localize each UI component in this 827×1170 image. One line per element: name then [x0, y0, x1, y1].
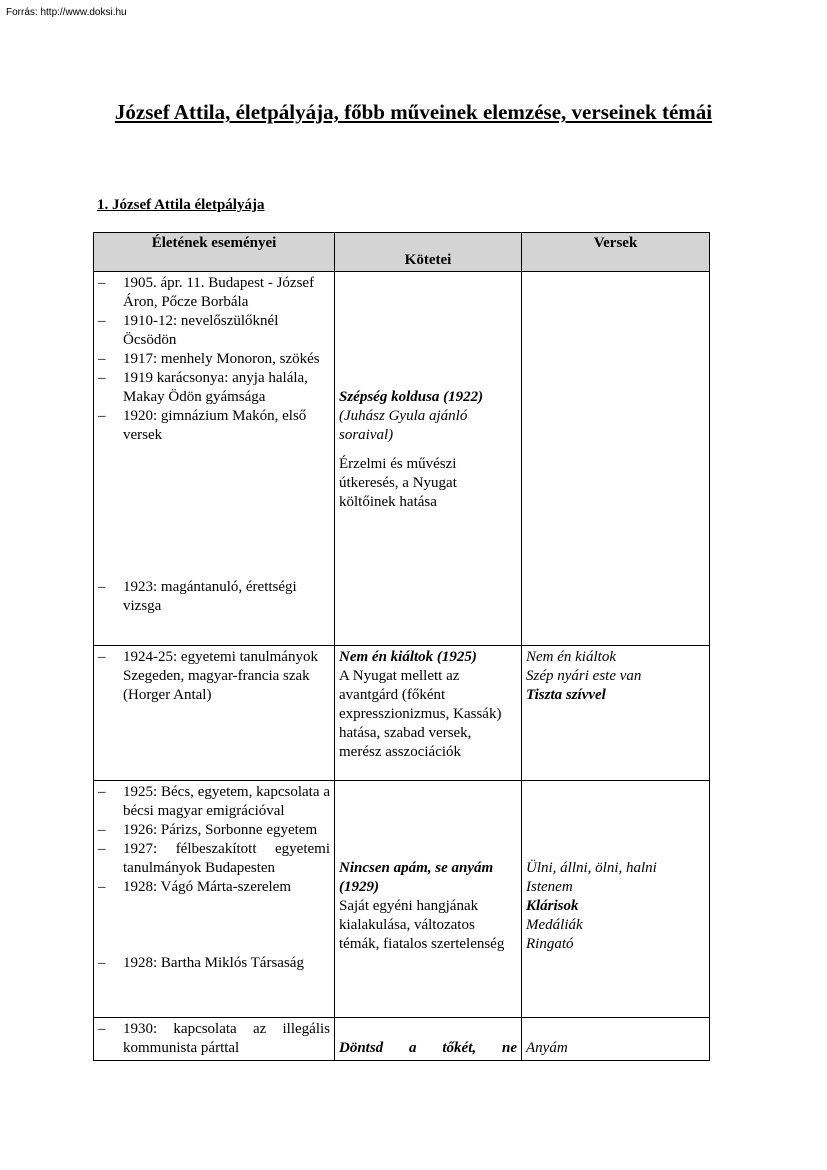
volume-title: Nincsen apám, se anyám (1929) [339, 860, 494, 895]
poems-cell [522, 646, 710, 781]
event-item: – 1917: menhely Monoron, szökés [98, 350, 330, 369]
event-item: – 1920: gimnázium Makón, első versek [98, 407, 330, 445]
table-header-row [94, 233, 710, 272]
events-cell [94, 781, 335, 1018]
header-events: Életének eseményei [94, 233, 335, 272]
poem-title-highlight: Tiszta szívvel [526, 687, 606, 703]
poem-title: Nem én kiáltok [526, 649, 616, 665]
table-row [94, 1018, 710, 1061]
section-heading: 1. József Attila életpályája [97, 197, 265, 213]
event-item: – 1930: kapcsolata az illegális kommunista párttal [98, 1020, 330, 1058]
volume-description: A Nyugat mellett az avantgárd (főként expresszionizmus, Kassák) hatása, szabad versek, merész asszociációk [339, 668, 502, 760]
header-volumes: Kötetei [335, 233, 522, 272]
document-title: József Attila, életpályája, főbb műveinek elemzése, verseinek témái [114, 100, 713, 124]
volumes-cell [335, 781, 522, 1018]
poem-title: Istenem [526, 879, 573, 895]
volume-title: Szépség koldusa (1922) [339, 389, 484, 405]
event-item: – 1923: magántanuló, érettségi vizsga [98, 578, 330, 616]
poems-cell [522, 1018, 710, 1061]
event-item: – 1928: Vágó Márta-szerelem [98, 878, 330, 897]
poem-title: Ülni, állni, ölni, halni [526, 860, 657, 876]
events-cell [94, 1018, 335, 1061]
volume-description: Saját egyéni hangjának kialakulása, változatos témák, fiatalos szertelenség [339, 898, 505, 952]
poem-title-highlight: Klárisok [526, 898, 579, 914]
header-poems: Versek [522, 233, 710, 272]
table-row [94, 781, 710, 1018]
poems-cell [522, 781, 710, 1018]
volume-note: (Juhász Gyula ajánló soraival) [339, 408, 468, 443]
event-item: – 1927: félbeszakított egyetemi tanulmányok Budapesten [98, 840, 330, 878]
poem-title: Anyám [526, 1040, 568, 1056]
event-item: – 1910-12: nevelőszülőknél Öcsödön [98, 312, 330, 350]
volume-title: Döntsd a tőkét, ne [339, 1040, 517, 1056]
poem-title: Ringató [526, 936, 574, 952]
volumes-cell [335, 1018, 522, 1061]
volume-description: Érzelmi és művészi útkeresés, a Nyugat költőinek hatása [339, 456, 457, 510]
poems-cell [522, 272, 710, 646]
event-item: – 1926: Párizs, Sorbonne egyetem [98, 821, 330, 840]
table-row [94, 272, 710, 646]
volumes-cell [335, 272, 522, 646]
event-item: – 1905. ápr. 11. Budapest - József Áron, Pőcze Borbála [98, 274, 330, 312]
source-note: Forrás: http://www.doksi.hu [6, 7, 127, 18]
events-cell [94, 646, 335, 781]
event-item: – 1925: Bécs, egyetem, kapcsolata a bécsi magyar emigrációval [98, 783, 330, 821]
poem-title: Szép nyári este van [526, 668, 642, 684]
event-item: – 1928: Bartha Miklós Társaság [98, 954, 330, 973]
table-row [94, 646, 710, 781]
event-item: – 1919 karácsonya: anyja halála, Makay Ödön gyámsága [98, 369, 330, 407]
volume-title: Nem én kiáltok (1925) [339, 649, 477, 665]
volumes-cell [335, 646, 522, 781]
poem-title: Medáliák [526, 917, 583, 933]
biography-table [93, 232, 710, 1061]
events-cell [94, 272, 335, 646]
event-item: – 1924-25: egyetemi tanulmányok Szegeden, magyar-francia szak (Horger Antal) [98, 648, 330, 705]
